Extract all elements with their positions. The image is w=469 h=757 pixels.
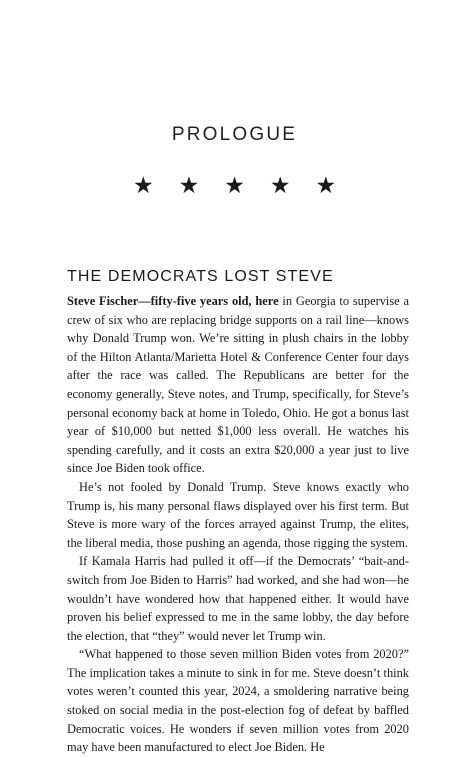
star-icon: ★ (315, 173, 337, 199)
star-icon: ★ (132, 173, 154, 199)
paragraph (67, 552, 409, 645)
star-icon: ★ (269, 173, 291, 199)
chapter-label: PROLOGUE (171, 124, 298, 145)
paragraph-text: in Georgia to supervise a crew of six who are replacing bridge supports on a rail line—knows why Donald Trump won. We’re sitting in plush chairs in the lobby of the Hilton Atlanta/Marietta Hotel & Conference Center four days after the race was called. The Republicans are better for the economy generally, Steve notes, and Trump, specifically, for Steve’s personal economy back at home in Toledo, Ohio. He got a bonus last year of $10,000 but netted $1,000 less overall. He watches his spending carefully, and it costs an extra $20,000 a year just to live since Joe Biden took office. (67, 294, 409, 476)
paragraph-text: If Kamala Harris had pulled it off—if the Democrats’ “bait-and-switch from Joe Biden to Harris” had worked, and she had won—he wouldn’t have wondered how that happened either. It would have proven his belief expressed to me in the same lobby, the day before the election, that “they” would never let Trump win. (67, 554, 409, 643)
paragraph-lead: Steve Fischer—fifty-five years old, here (67, 294, 279, 308)
star-divider (0, 173, 469, 199)
section-title: THE DEMOCRATS LOST STEVE (67, 268, 334, 285)
paragraph-text: “What happened to those seven million Biden votes from 2020?” The implication takes a minute to sink in for me. Steve doesn’t think votes weren’t counted this year, 2024, a smoldering narrative being stoked on social media in the post-election fog of defeat by baffled Democratic voices. He wonders if seven million votes from 2020 may have been manufactured to elect Joe Biden. He (67, 647, 409, 755)
paragraph (67, 478, 409, 552)
paragraph-text: He’s not fooled by Donald Trump. Steve knows exactly who Trump is, his many personal flaws displayed over his first term. But Steve is more wary of the forces arrayed against Trump, the elites, the liberal media, those pushing an agenda, those rigging the system. (67, 479, 409, 550)
star-icon: ★ (178, 173, 200, 199)
body-text (67, 292, 409, 757)
star-icon: ★ (224, 173, 245, 199)
paragraph (67, 645, 409, 757)
paragraph (67, 292, 409, 478)
